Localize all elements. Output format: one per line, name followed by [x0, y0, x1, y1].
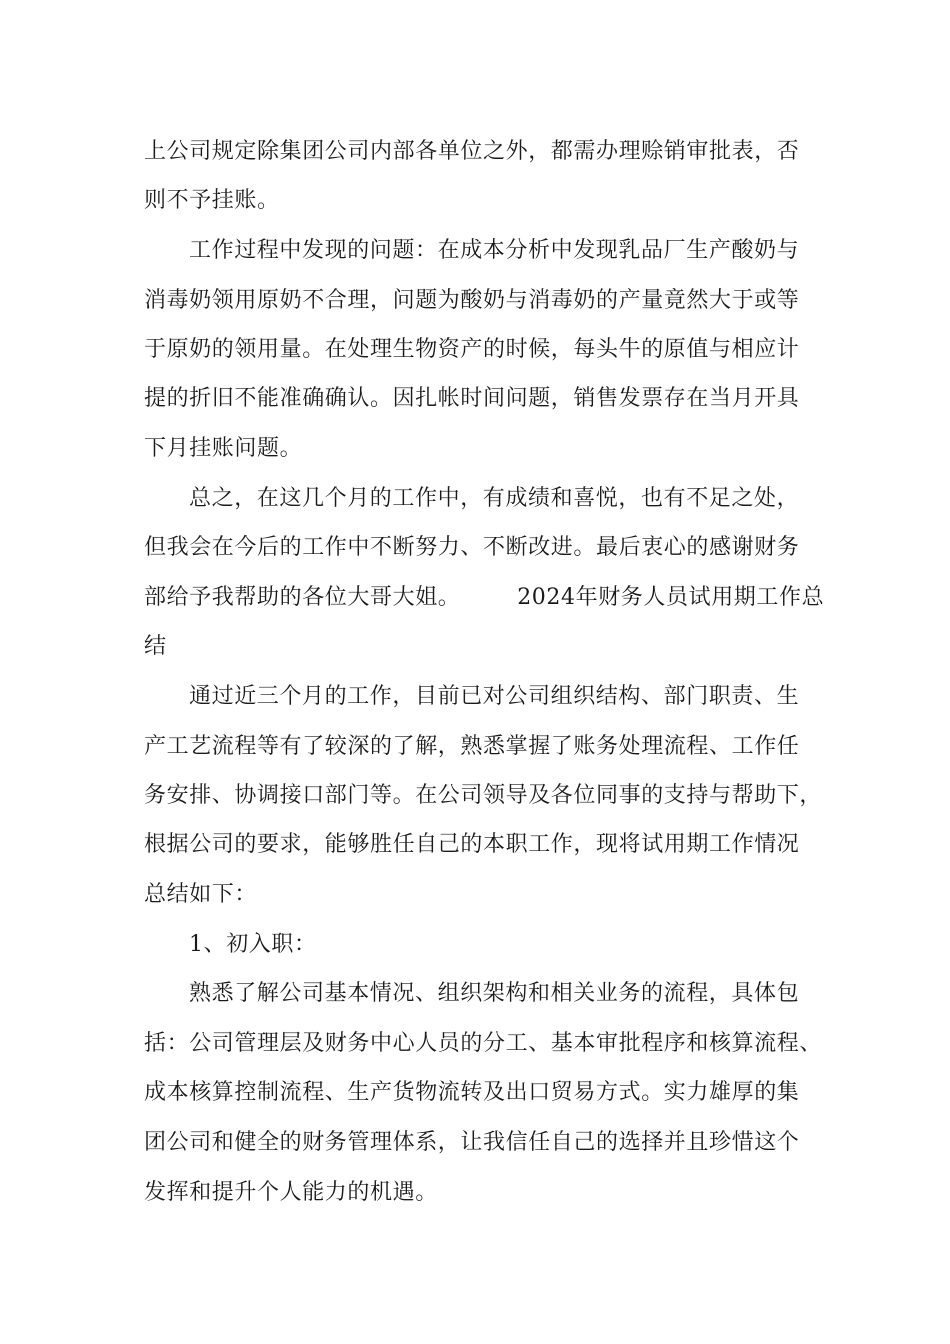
text-line-with-title: 部给予我帮助的各位大哥大姐。 2024年财务人员试用期工作总 [144, 585, 825, 610]
text-line: 团公司和健全的财务管理体系，让我信任自己的选择并且珍惜这个 [144, 1130, 800, 1155]
text-line: 产工艺流程等有了较深的了解，熟悉掌握了账务处理流程、工作任 [144, 734, 800, 759]
text-line: 则不予挂账。 [144, 188, 280, 213]
text-line: 总结如下： [144, 882, 258, 907]
text-line: 发挥和提升个人能力的机遇。 [144, 1180, 438, 1205]
text-line: 上公司规定除集团公司内部各单位之外，都需办理赊销审批表，否 [144, 139, 800, 164]
paragraph-start-line: 工作过程中发现的问题：在成本分析中发现乳品厂生产酸奶与 [189, 238, 800, 263]
paragraph-start-line: 熟悉了解公司基本情况、组织架构和相关业务的流程，具体包 [189, 981, 800, 1006]
text-line: 提的折旧不能准确确认。因扎帐时间问题，销售发票存在当月开具 [144, 386, 800, 411]
paragraph-start-line: 总之，在这几个月的工作中，有成绩和喜悦，也有不足之处， [189, 486, 800, 511]
text-line: 根据公司的要求，能够胜任自己的本职工作，现将试用期工作情况 [144, 832, 800, 857]
text-line: 括：公司管理层及财务中心人员的分工、基本审批程序和核算流程、 [144, 1031, 823, 1056]
text-line: 于原奶的领用量。在处理生物资产的时候，每头牛的原值与相应计 [144, 337, 800, 362]
text-line: 但我会在今后的工作中不断努力、不断改进。最后衷心的感谢财务 [144, 535, 800, 560]
text-line: 结 [144, 634, 167, 659]
section-heading: 1、初入职： [189, 932, 317, 957]
text-line: 下月挂账问题。 [144, 436, 303, 461]
paragraph-start-line: 通过近三个月的工作，目前已对公司组织结构、部门职责、生 [189, 684, 800, 709]
text-line: 务安排、协调接口部门等。在公司领导及各位同事的支持与帮助下， [144, 783, 823, 808]
text-line: 消毒奶领用原奶不合理，问题为酸奶与消毒奶的产量竟然大于或等 [144, 288, 800, 313]
text-line: 成本核算控制流程、生产货物流转及出口贸易方式。实力雄厚的集 [144, 1080, 800, 1105]
